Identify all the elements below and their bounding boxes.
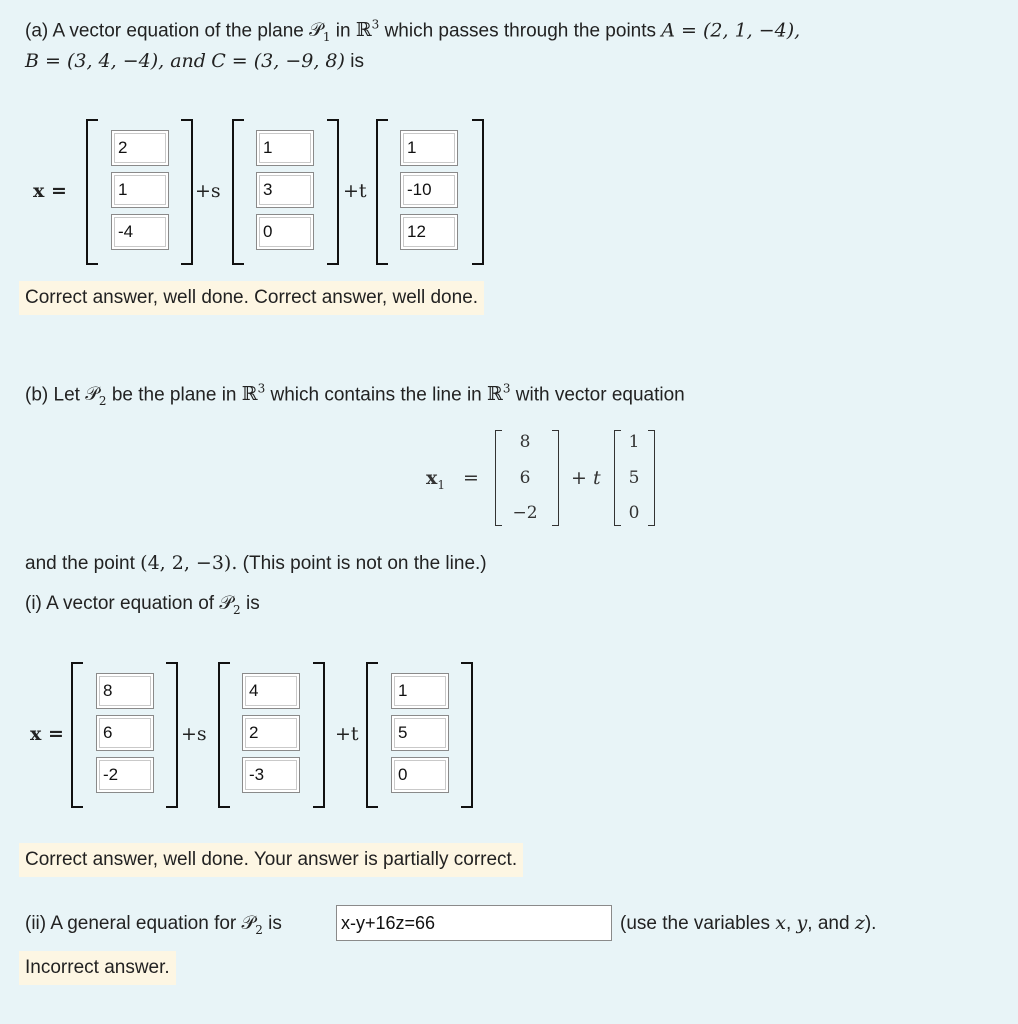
part-b-let-text: (b) Let (25, 384, 80, 406)
line-vec1-entry-3: −2 (512, 503, 538, 523)
part-a-question (25, 18, 800, 44)
hint-text: (use the variables (620, 913, 770, 934)
hint-end: ). (864, 913, 877, 934)
part-b-vec3-left-bracket (366, 662, 378, 808)
part-a-x-label: x = (33, 180, 67, 202)
line-vec1-right-bracket (552, 430, 559, 526)
hint-var-x: x (775, 912, 786, 934)
part-a-plus-s: +s (195, 180, 221, 202)
line-vec2-right-bracket (648, 430, 655, 526)
line-vec1-left-bracket (495, 430, 502, 526)
r3-symbol: ℝ$^3$ (355, 18, 380, 42)
line-vec2-entry-1: 1 (628, 432, 640, 452)
part-b-vec1-left-bracket (71, 662, 83, 808)
part-a-vec2-input-3[interactable]: 0 (256, 214, 314, 250)
part-b-i-question (25, 592, 260, 617)
part-b-plus-t: +t (335, 723, 359, 745)
line-vec1-entry-2: 6 (519, 468, 531, 488)
part-a-vec3-input-3[interactable]: 12 (400, 214, 458, 250)
part-b-vec3-right-bracket (461, 662, 473, 808)
part-a-vec3-left-bracket (376, 119, 388, 265)
part-b-vec2-right-bracket (313, 662, 325, 808)
plane-p1-symbol: 𝒫$_1$ (309, 19, 331, 45)
line-vec1-entry-1: 8 (519, 432, 531, 452)
part-a-vec1-input-2[interactable]: 1 (111, 172, 169, 208)
part-a-vec2-input-1[interactable]: 1 (256, 130, 314, 166)
part-b-vec2-left-bracket (218, 662, 230, 808)
general-equation-input[interactable]: x-y+16z=66 (336, 905, 612, 941)
part-a-vec1-left-bracket (86, 119, 98, 265)
point-b: B = (3, 4, −4), and (25, 50, 206, 72)
part-b-i-is-text: is (245, 593, 260, 614)
variables-hint: (use the variables x, y, and z). (620, 912, 877, 934)
part-b-vec3-input-2[interactable]: 5 (391, 715, 449, 751)
part-b-vec2-input-2[interactable]: 2 (242, 715, 300, 751)
part-a-feedback: Correct answer, well done. Correct answer, well done. (19, 281, 484, 315)
part-a-vec2-right-bracket (327, 119, 339, 265)
point-a: A = (2, 1, −4), (661, 19, 801, 42)
plane-p2-symbol: 𝒫$_2$ (85, 383, 107, 409)
part-a-vec3-right-bracket (472, 119, 484, 265)
hint-var-z: z (854, 912, 865, 934)
plane-p2-symbol: 𝒫$_2$ (219, 592, 241, 617)
part-b-ii-question (25, 912, 282, 937)
part-b-vec3-input-3[interactable]: 0 (391, 757, 449, 793)
part-b-x-label: x = (30, 723, 64, 745)
part-b-vec1-input-3[interactable]: -2 (96, 757, 154, 793)
line-equals: = (463, 467, 479, 489)
hint-and: , and (807, 913, 850, 934)
part-a-is-text: is (350, 51, 364, 72)
part-b-vector-eq-text: with vector equation (515, 384, 685, 406)
r3-symbol: ℝ$^3$ (487, 382, 511, 406)
part-b-point-note: (This point is not on the line.) (242, 553, 487, 574)
part-a-vec3-input-2[interactable]: -10 (400, 172, 458, 208)
part-b-vec1-input-1[interactable]: 8 (96, 673, 154, 709)
part-b-vec2-input-3[interactable]: -3 (242, 757, 300, 793)
part-b-point-value: (4, 2, −3). (140, 552, 238, 574)
part-b-i-text: (i) A vector equation of (25, 593, 215, 614)
part-a-vec3-input-1[interactable]: 1 (400, 130, 458, 166)
part-b-vec1-input-2[interactable]: 6 (96, 715, 154, 751)
part-a-in-text: in (335, 20, 351, 42)
part-b-contains-text: which contains the line in (270, 384, 482, 406)
part-b-i-feedback: Correct answer, well done. Your answer is partially correct. (19, 843, 523, 877)
part-a-intro-text: (a) A vector equation of the plane (25, 20, 304, 42)
part-b-vec2-input-1[interactable]: 4 (242, 673, 300, 709)
part-b-plane-text: be the plane in (111, 384, 237, 406)
line-label: $x_1$ (426, 467, 445, 492)
part-b-vec3-input-1[interactable]: 1 (391, 673, 449, 709)
part-b-ii-is-text: is (268, 913, 282, 934)
part-a-vec2-input-2[interactable]: 3 (256, 172, 314, 208)
part-b-point-intro: and the point (25, 553, 135, 574)
line-vec2-entry-2: 5 (628, 468, 640, 488)
part-a-vec2-left-bracket (232, 119, 244, 265)
part-a-vec1-input-1[interactable]: 2 (111, 130, 169, 166)
r3-symbol: ℝ$^3$ (241, 382, 266, 406)
point-c: C = (3, −9, 8) (211, 50, 345, 72)
part-a-plus-t: +t (343, 180, 367, 202)
part-b-question (25, 382, 685, 408)
part-a-vec1-right-bracket (181, 119, 193, 265)
part-a-question-line2 (25, 50, 364, 73)
part-b-point-text (25, 552, 487, 575)
line-vec2-entry-3: 0 (628, 503, 640, 523)
part-b-ii-text: (ii) A general equation for (25, 913, 237, 934)
part-b-plus-s: +s (181, 723, 207, 745)
part-a-points-text: which passes through the points (384, 20, 657, 42)
line-plus-t: + t (571, 467, 601, 489)
hint-var-y: y (796, 912, 808, 934)
part-a-vec1-input-3[interactable]: -4 (111, 214, 169, 250)
part-b-ii-feedback: Incorrect answer. (19, 951, 176, 985)
part-b-vec1-right-bracket (166, 662, 178, 808)
plane-p2-symbol: 𝒫$_2$ (241, 912, 263, 937)
